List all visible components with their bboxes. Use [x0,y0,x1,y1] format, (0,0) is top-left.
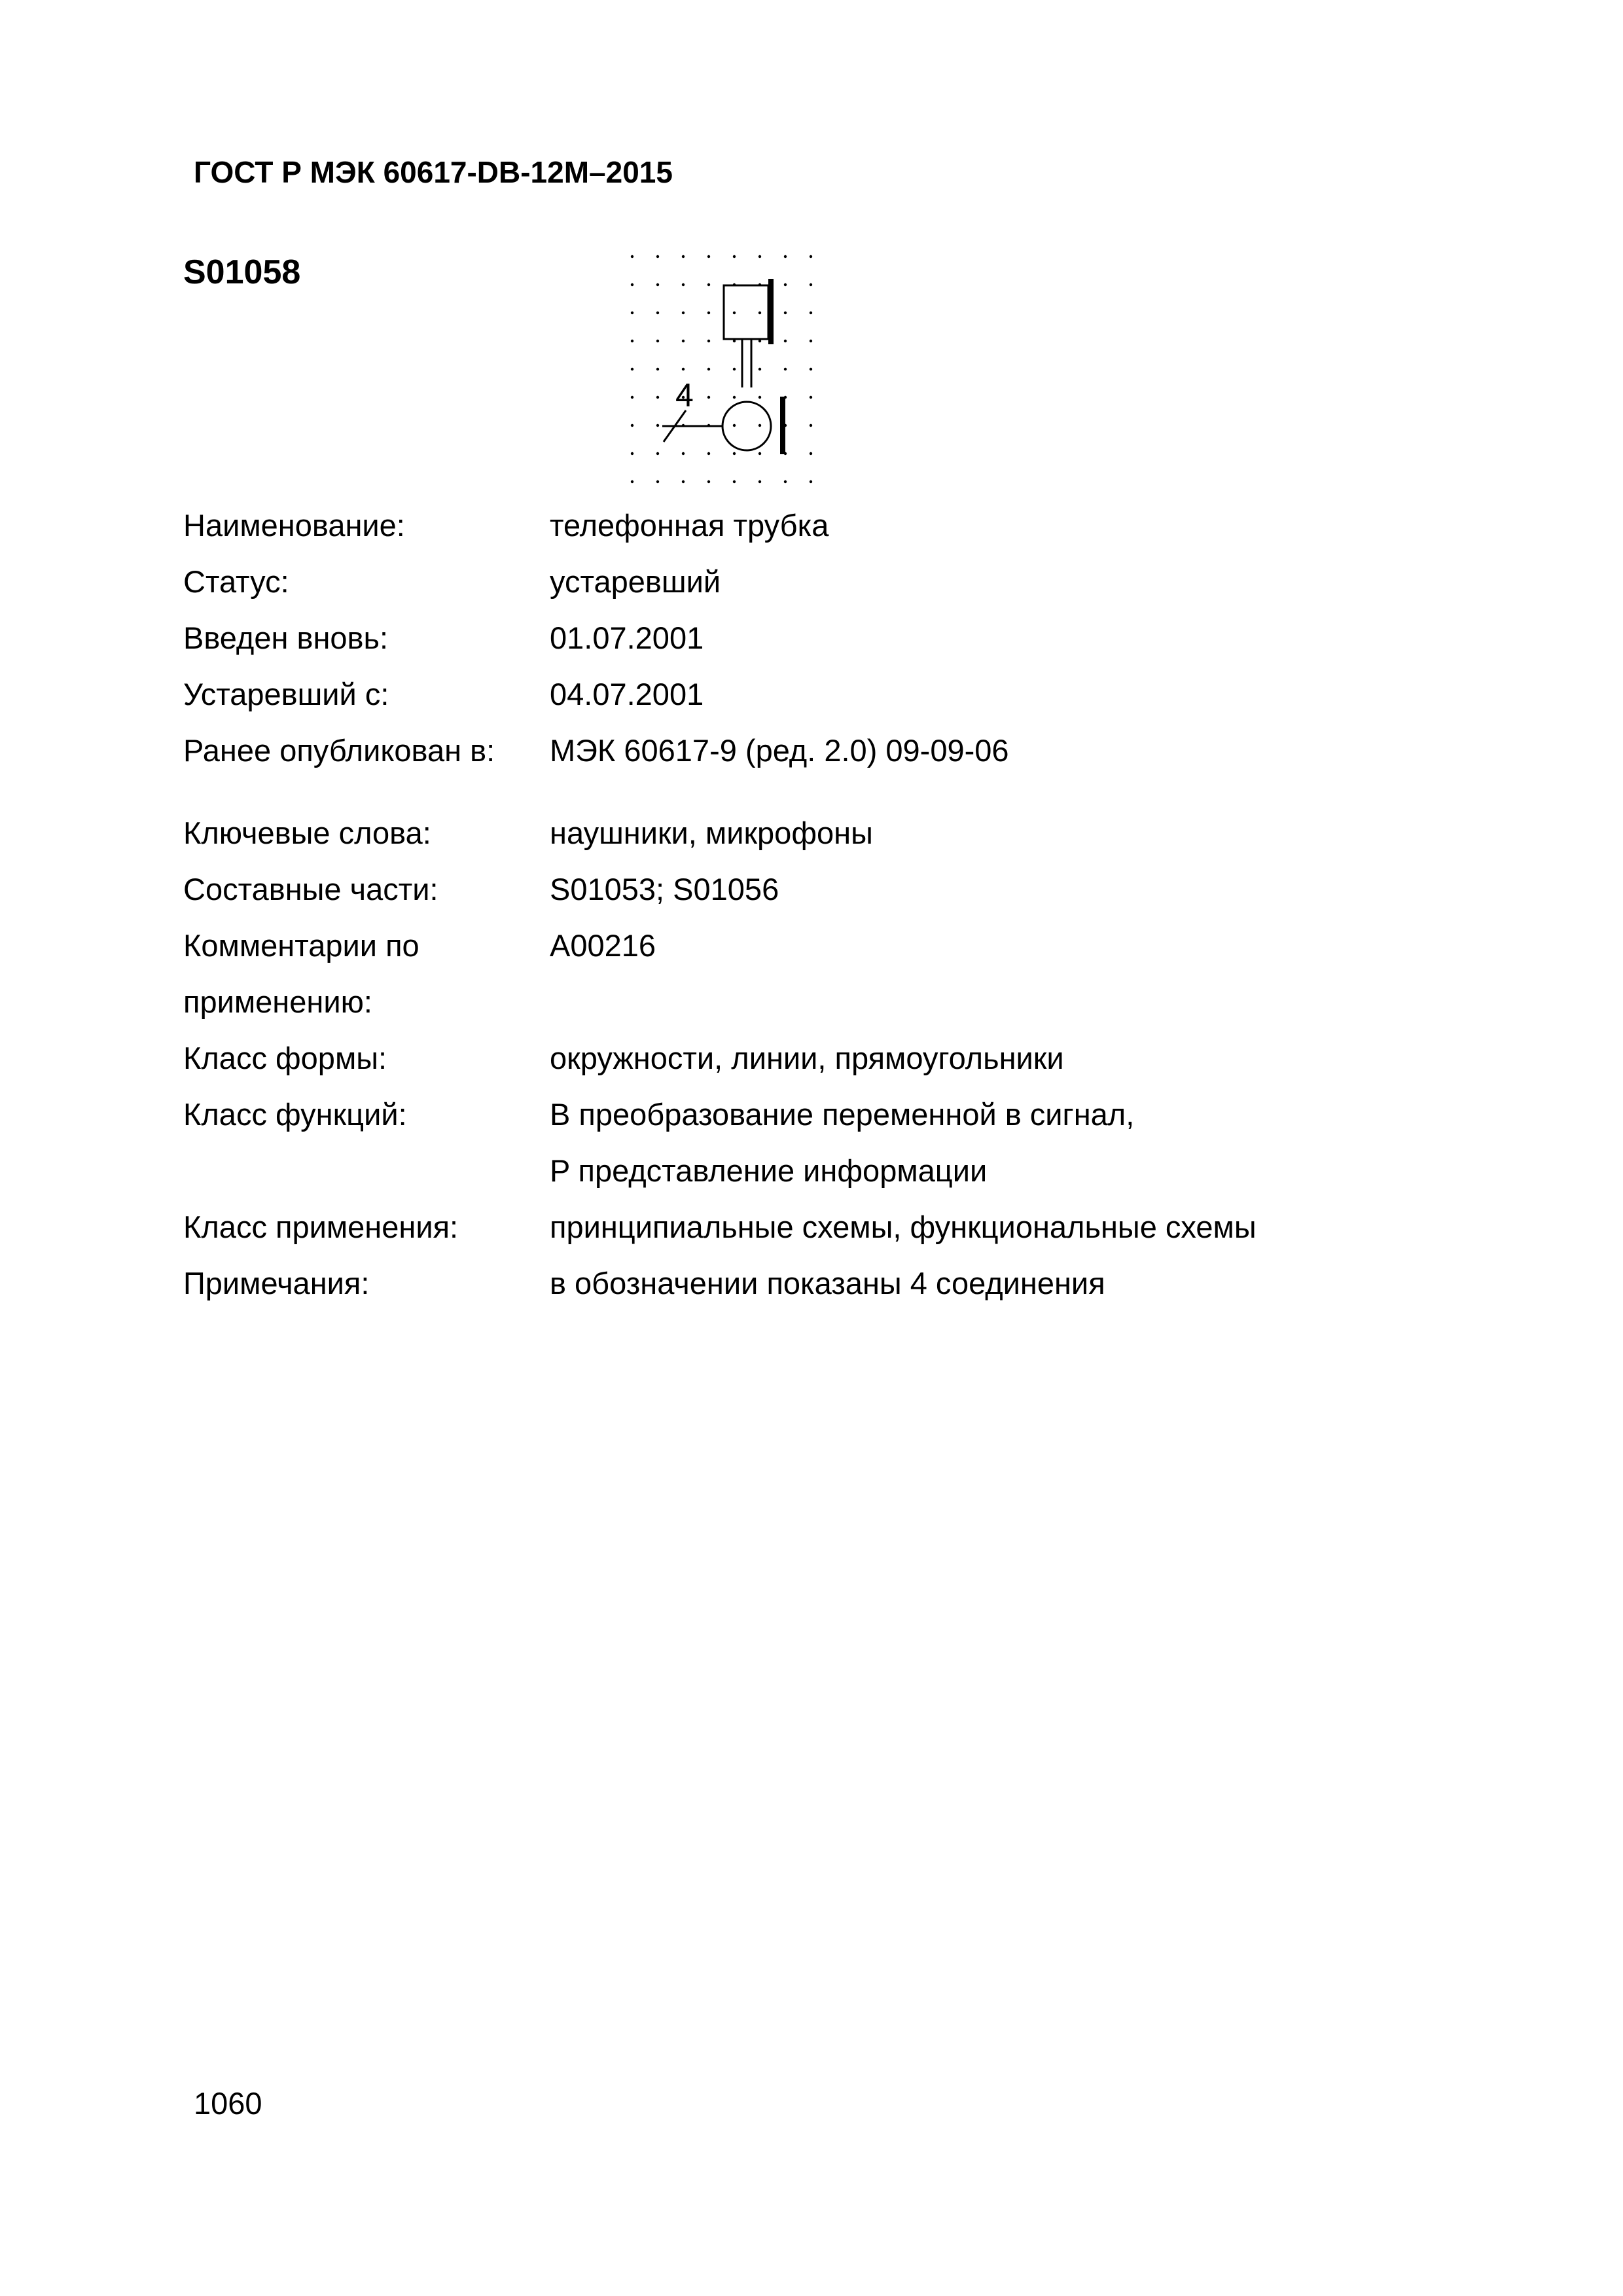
attr-row-function-class-cont [183,1143,1525,1199]
symbol-earphone-rect [724,285,768,339]
attr-label: Примечания: [183,1266,370,1300]
standard-header: ГОСТ Р МЭК 60617-DB-12M–2015 [194,155,673,189]
attr-row-shape-class [183,1030,1525,1086]
grid-dot [810,312,812,314]
attr-value: в обозначении показаны 4 соединения [550,1266,1105,1300]
attr-value: 01.07.2001 [550,620,704,655]
attr-row-keywords [183,805,1525,861]
grid-dot [656,452,659,455]
attr-row-application-class [183,1199,1525,1255]
grid-dot [631,340,633,342]
grid-dot [656,396,659,399]
grid-dot [631,255,633,258]
grid-dot [631,283,633,286]
grid-dot [707,255,710,258]
grid-dot [707,480,710,483]
grid-dot [758,396,761,399]
grid-dot [733,396,736,399]
grid-dot [758,424,761,427]
attr-row-parts [183,861,1525,918]
grid-dot [707,452,710,455]
grid-dot [631,424,633,427]
grid-dot [733,312,736,314]
attr-value: принципиальные схемы, функциональные схемы [550,1210,1257,1244]
grid-dot [733,255,736,258]
grid-dot [758,312,761,314]
attr-row-comments [183,918,1525,974]
attr-row-notes [183,1255,1525,1312]
attr-row-status [183,554,1525,610]
grid-dot [810,452,812,455]
grid-dot [682,368,685,370]
attr-row-name [183,497,1525,554]
attr-label: Наименование: [183,508,405,543]
attr-label: Класс формы: [183,1041,387,1075]
grid-dot [631,452,633,455]
grid-dot [733,424,736,427]
grid-dot [656,480,659,483]
grid-dot [656,255,659,258]
grid-dot [707,312,710,314]
grid-dot [682,312,685,314]
attr-label: Введен вновь: [183,620,389,655]
grid-dot [682,255,685,258]
grid-dot [631,396,633,399]
grid-dot [810,368,812,370]
symbol-code: S01058 [183,253,301,291]
grid-dot [631,480,633,483]
attr-label: Устаревший с: [183,677,389,711]
grid-dot [656,312,659,314]
attr-value: устаревший [550,564,721,599]
grid-dot [784,283,787,286]
attr-label: применению: [183,984,372,1019]
attr-label: Класс применения: [183,1210,459,1244]
grid-dot [784,312,787,314]
grid-dot [810,255,812,258]
grid-dot [810,424,812,427]
attr-row-function-class [183,1086,1525,1143]
grid-dot [682,283,685,286]
attr-value: 04.07.2001 [550,677,704,711]
telephone-handset-symbol-icon [623,249,819,491]
grid-dot [810,340,812,342]
attr-row-published [183,723,1525,779]
grid-dot [758,368,761,370]
attr-label: Класс функций: [183,1097,407,1132]
grid-dot [758,480,761,483]
grid-dot [707,396,710,399]
grid-dot [707,340,710,342]
grid-dot [682,452,685,455]
attr-row-introduced [183,610,1525,666]
grid-dot [682,480,685,483]
grid-dot [733,452,736,455]
grid-dot [810,396,812,399]
grid-dot [784,368,787,370]
attr-value: телефонная трубка [550,508,829,543]
attr-value [550,974,1525,1030]
grid-dot [682,340,685,342]
grid-dot [733,368,736,370]
page-number: 1060 [194,2086,262,2121]
attr-value: наушники, микрофоны [550,816,873,850]
attr-row-obsolete [183,666,1525,723]
grid-dot [656,424,659,427]
attr-value: B преобразование переменной в сигнал, [550,1097,1135,1132]
attr-label: Комментарии по [183,928,419,963]
grid-dot [784,255,787,258]
symbol-connection-count: 4 [675,377,694,414]
grid-dot [784,340,787,342]
grid-dot [758,452,761,455]
grid-dot [631,368,633,370]
grid-dot [656,368,659,370]
grid-dot [733,480,736,483]
grid-dot [810,480,812,483]
grid-dot [758,255,761,258]
grid-dot [656,283,659,286]
grid-dot [784,480,787,483]
grid-dot [707,368,710,370]
attr-label: Ранее опубликован в: [183,733,495,768]
attr-label: Ключевые слова: [183,816,431,850]
attr-value: окружности, линии, прямоугольники [550,1041,1064,1075]
attr-row-comments-cont [183,974,1525,1030]
grid-dot [631,312,633,314]
symbol-microphone-circle [722,402,771,450]
attr-label: Статус: [183,564,289,599]
grid-dot [707,283,710,286]
grid-dot [810,283,812,286]
attr-value: S01053; S01056 [550,872,779,906]
attr-label [183,1143,550,1199]
grid-dot [656,340,659,342]
attr-value: A00216 [550,928,656,963]
attribute-table [183,497,1525,1312]
attr-label: Составные части: [183,872,438,906]
attr-value: P представление информации [550,1153,988,1188]
attr-value: МЭК 60617-9 (ред. 2.0) 09-09-06 [550,733,1009,768]
